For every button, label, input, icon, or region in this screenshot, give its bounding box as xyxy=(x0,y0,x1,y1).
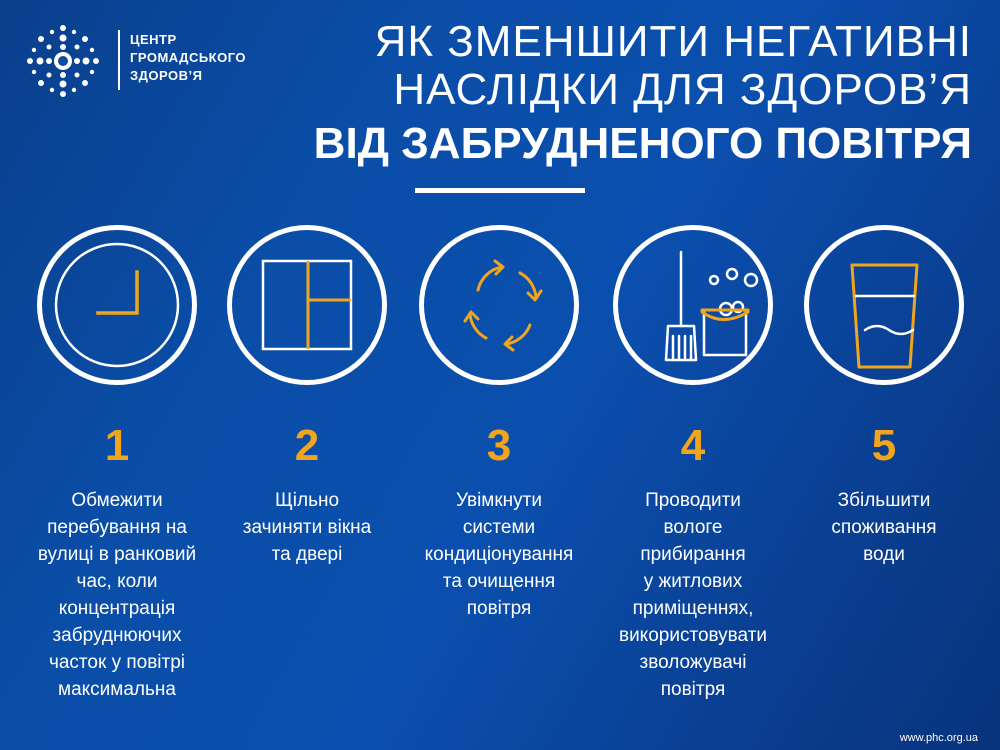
organization-name-line: ЗДОРОВ’Я xyxy=(130,68,203,83)
step-description-line: максимальна xyxy=(58,679,176,700)
step-icon-circle xyxy=(804,225,964,385)
steps-list xyxy=(0,225,1000,725)
title-line-3: ВІД ЗАБРУДНЕНОГО ПОВІТРЯ xyxy=(313,119,972,168)
step-description xyxy=(402,487,596,622)
step-number: 3 xyxy=(486,421,512,470)
step-number: 4 xyxy=(680,421,706,470)
step-2 xyxy=(210,225,404,568)
title-underline xyxy=(415,188,585,193)
step-description-line: Обмежити xyxy=(71,490,163,511)
step-description-line: повітря xyxy=(466,598,532,619)
step-description-line: прибирання xyxy=(640,544,746,565)
phc-dot-mark-icon xyxy=(22,20,104,102)
step-description-line: перебування на xyxy=(47,517,187,538)
step-description-line: зволожувачі xyxy=(639,652,747,673)
broom-bucket-icon xyxy=(618,230,768,380)
step-description-line: у житлових xyxy=(643,571,743,592)
organization-name-line: ЦЕНТР xyxy=(130,32,177,47)
step-3 xyxy=(402,225,596,622)
step-number: 1 xyxy=(104,421,130,470)
step-description xyxy=(20,487,214,703)
step-number: 5 xyxy=(871,421,897,470)
step-description-line: повітря xyxy=(660,679,726,700)
step-description-line: Збільшити xyxy=(837,490,931,511)
step-description-line: забруднюючих xyxy=(52,625,182,646)
step-description-line: Увімкнути xyxy=(455,490,542,511)
title-line-1: ЯК ЗМЕНШИТИ НЕГАТИВНІ xyxy=(374,17,972,66)
step-description-line: Проводити xyxy=(645,490,741,511)
step-description-line: вологе xyxy=(663,517,723,538)
title-line-2: НАСЛІДКИ ДЛЯ ЗДОРОВ’Я xyxy=(393,65,972,114)
water-glass-icon xyxy=(809,230,959,380)
step-description xyxy=(210,487,404,568)
step-icon-circle xyxy=(419,225,579,385)
step-description-line: Щільно xyxy=(274,490,340,511)
organization-logo xyxy=(22,20,252,110)
recycle-arrows-icon xyxy=(424,230,574,380)
step-description-line: кондиціонування xyxy=(424,544,574,565)
step-description-line: використовувати xyxy=(618,625,768,646)
step-description-line: час, коли xyxy=(76,571,158,592)
step-description-line: приміщеннях, xyxy=(632,598,754,619)
step-description-line: та двері xyxy=(271,544,343,565)
step-description-line: та очищення xyxy=(442,571,556,592)
step-number: 2 xyxy=(294,421,320,470)
step-description-line: системи xyxy=(462,517,536,538)
step-description-line: споживання xyxy=(831,517,937,538)
step-description-line: часток у повітрі xyxy=(48,652,186,673)
website-url: www.phc.org.ua xyxy=(899,732,978,744)
step-icon-circle xyxy=(37,225,197,385)
organization-name-line: ГРОМАДСЬКОГО xyxy=(130,50,247,65)
step-5 xyxy=(787,225,981,568)
clock-icon xyxy=(42,230,192,380)
logo-divider xyxy=(118,30,120,90)
step-description xyxy=(787,487,981,568)
step-description-line: вулиці в ранковий xyxy=(37,544,197,565)
window-icon xyxy=(232,230,382,380)
step-description-line: концентрація xyxy=(58,598,176,619)
step-description xyxy=(596,487,790,703)
step-description-line: зачиняти вікна xyxy=(242,517,372,538)
step-1 xyxy=(20,225,214,703)
step-icon-circle xyxy=(227,225,387,385)
page-title xyxy=(314,18,972,170)
step-4 xyxy=(596,225,790,703)
organization-name xyxy=(130,31,246,85)
step-description-line: води xyxy=(863,544,905,565)
step-icon-circle xyxy=(613,225,773,385)
